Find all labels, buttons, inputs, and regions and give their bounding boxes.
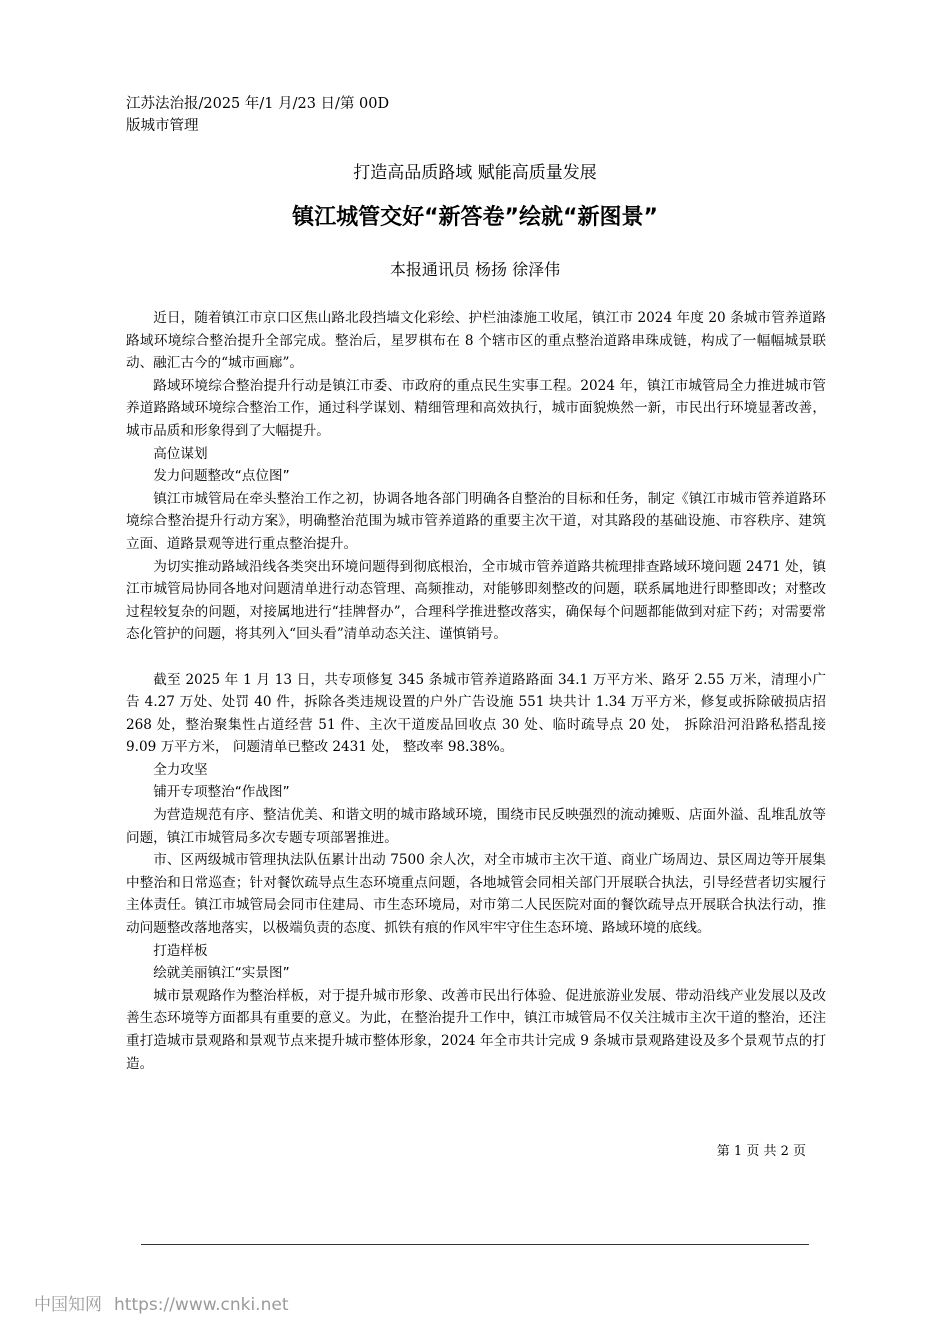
newspaper-source <box>126 93 426 137</box>
article-subtitle: 打造高品质路域 赋能高质量发展 <box>353 163 597 183</box>
paragraph: 城市景观路作为整治样板，对于提升城市形象、改善市民出行体验、促进旅游业发展、带动沿线产业发展以及改善生态环境等方面都具有重要的意义。为此，在整治提升工作中，镇江市城管局不仅关注城市主次干道的整治，还注重打造城市景观路和景观节点来提升城市整体形象，2024 年全市共计完成 9 条城市景观路建设及多个景观节点的打造。 <box>126 987 826 1072</box>
paragraph: 镇江市城管局在牵头整治工作之初，协调各地各部门明确各自整治的目标和任务，制定《镇江市城市管养道路环境综合整治提升行动方案》，明确整治范围为城市管养道路的重要主次干道，对其路段的基础设施、市容秩序、建筑立面、道路景观等进行重点整治提升。 <box>126 490 826 552</box>
section-heading: 打造样板 <box>153 942 208 959</box>
section-heading: 全力攻坚 <box>153 761 208 778</box>
paragraph: 市、区两级城市管理执法队伍累计出动 7500 余人次，对全市城市主次干道、商业广场周边、景区周边等开展集中整治和日常巡查；针对餐饮疏导点生态环境重点问题，各地城管会同相关部门开展联合执法，引导经营者切实履行主体责任。镇江市城管局会同市住建局、市生态环境局，对市第二人民医院对面的餐饮疏导点开展联合执法行动，推动问题整改落地落实，以极端负责的态度、抓铁有痕的作风牢牢守住生态环境、路域环境的底线。 <box>126 852 826 937</box>
blank-line <box>126 646 826 669</box>
section-subheading: 铺开专项整治“作战图” <box>153 784 290 801</box>
watermark-brand: 中国知网 <box>34 1295 102 1315</box>
section-heading: 高位谋划 <box>153 445 208 462</box>
source-line-1: 江苏法治报/2025 年/1 月/23 日/第 00D <box>126 96 390 112</box>
paragraph: 路域环境综合整治提升行动是镇江市委、市政府的重点民生实事工程。2024 年，镇江市城管局全力推进城市管养道路路域环境综合整治工作，通过科学谋划、精细管理和高效执行，城市面貌焕然一新，市民出行环境显著改善，城市品质和形象得到了大幅提升。 <box>126 377 826 439</box>
paragraph: 为营造规范有序、整洁优美、和谐文明的城市路域环境，围绕市民反映强烈的流动摊贩、店面外溢、乱堆乱放等问题，镇江市城管局多次专题专项部署推进。 <box>126 807 826 846</box>
paragraph: 为切实推动路域沿线各类突出环境问题得到彻底根治，全市城市管养道路共梳理排查路域环境问题 2471 处，镇江市城管局协同各地对问题清单进行动态管理、高频推动，对能够即刻整改的问题，联系属地进行即整即改；对整改过程较复杂的问题，对接属地进行“挂牌督办”，合理科学推进整改落实，确保每个问题都能做到对症下药；对需要常态化管护的问题，将其列入“回头看”清单动态关注、谨慎销号。 <box>126 558 826 643</box>
paragraph: 截至 2025 年 1 月 13 日，共专项修复 345 条城市管养道路路面 34.1 万平方米、路牙 2.55 万米，清理小广告 4.27 万处、处罚 40 件，拆除各类违规设置的户外广告设施 551 块共计 1.34 万平方米，修复或拆除破损店招 268 处，整治聚集性占道经营 51 件、主次干道废品回收点 30 处、临时疏导点 20 处， 拆除沿河沿路私搭乱接 9.09 万平方米， 问题清单已整改 2431 处， 整改率 98.38%。 <box>126 671 826 756</box>
footer-divider <box>141 1244 809 1245</box>
source-line-2: 版城市管理 <box>126 118 199 134</box>
article-byline: 本报通讯员 杨扬 徐泽伟 <box>389 260 561 279</box>
section-subheading: 绘就美丽镇江“实景图” <box>153 965 290 982</box>
watermark-url: https://www.cnki.net <box>114 1295 289 1315</box>
cnki-watermark <box>34 1292 288 1318</box>
article-title: 镇江城管交好“新答卷”绘就“新图景” <box>292 205 658 230</box>
section-subheading: 发力问题整改“点位图” <box>153 468 290 485</box>
page-number: 第 1 页 共 2 页 <box>716 1144 806 1159</box>
article-body <box>126 307 826 1075</box>
paragraph: 近日，随着镇江市京口区焦山路北段挡墙文化彩绘、护栏油漆施工收尾，镇江市 2024 年度 20 条城市管养道路路域环境综合整治提升全部完成。整治后，星罗棋布在 8 个辖市区的重点整治道路串珠成链，构成了一幅幅城景联动、融汇古今的“城市画廊”。 <box>126 310 826 372</box>
